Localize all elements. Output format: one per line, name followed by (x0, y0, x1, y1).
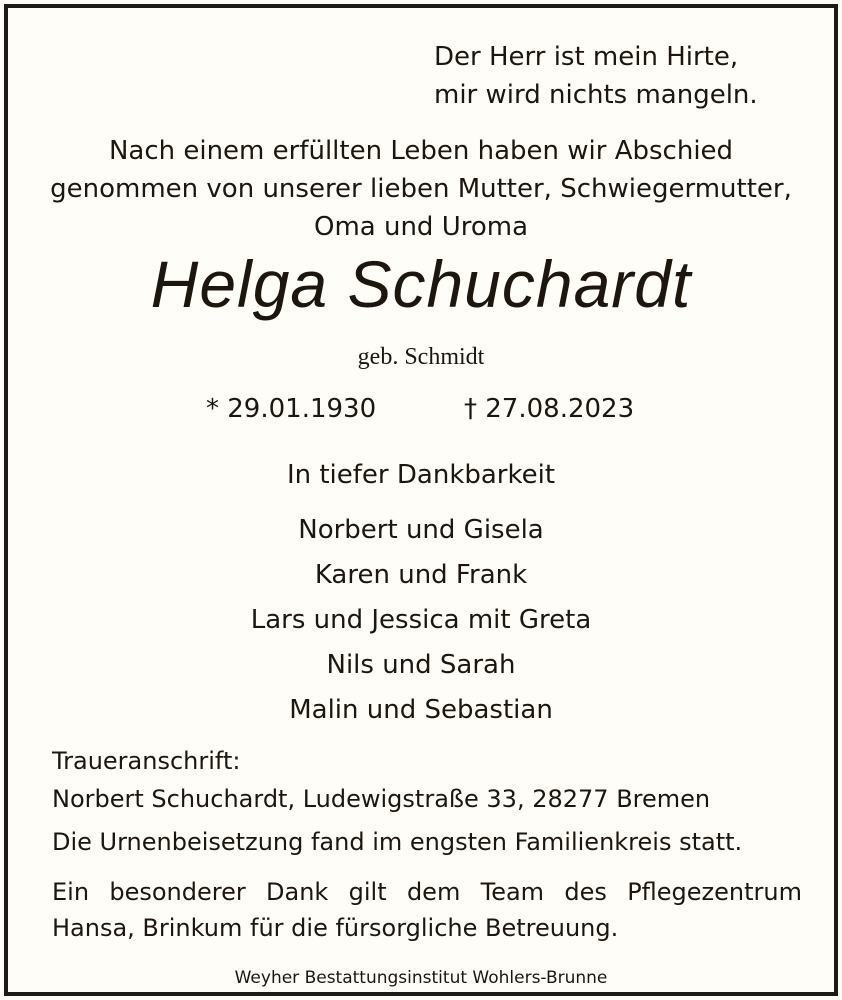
deceased-name: Helga Schuchardt (150, 247, 692, 321)
address-label: Traueranschrift: (52, 747, 241, 775)
obituary-notice (4, 4, 838, 996)
death-date: † 27.08.2023 (464, 394, 635, 424)
mourner-item: Malin und Sebastian (289, 695, 553, 725)
funeral-home: Weyher Bestattungsinstitut Wohlers-Brunne (234, 968, 608, 988)
burial-note: Die Urnenbeisetzung fand im engsten Familienkreis statt. (52, 828, 743, 856)
intro-line-2: genommen von unserer lieben Mutter, Schwiegermutter, (50, 174, 792, 204)
mourner-item: Nils und Sarah (326, 650, 516, 680)
bible-verse (434, 38, 758, 114)
intro-text (8, 132, 834, 246)
birth-name: geb. Schmidt (357, 344, 485, 370)
birth-date: * 29.01.1930 (206, 394, 377, 424)
mourner-item: Lars und Jessica mit Greta (250, 605, 592, 635)
intro-line-3: Oma und Uroma (313, 212, 529, 242)
gratitude-note: Ein besonderer Dank gilt dem Team des Pflegezentrum Hansa, Brinkum für die fürsorgliche Betreuung. (52, 878, 802, 942)
mourner-item: Karen und Frank (314, 560, 528, 590)
bible-verse-line-2: mir wird nichts mangeln. (434, 80, 758, 110)
intro-line-1: Nach einem erfüllten Leben haben wir Abschied (108, 136, 734, 166)
address-value: Norbert Schuchardt, Ludewigstraße 33, 28277 Bremen (52, 785, 711, 813)
bible-verse-line-1: Der Herr ist mein Hirte, (434, 42, 739, 72)
mourner-item: Norbert und Gisela (298, 515, 544, 545)
mourners-list (8, 508, 834, 733)
mourners-intro: In tiefer Dankbarkeit (286, 460, 556, 490)
mourning-address (52, 742, 710, 818)
